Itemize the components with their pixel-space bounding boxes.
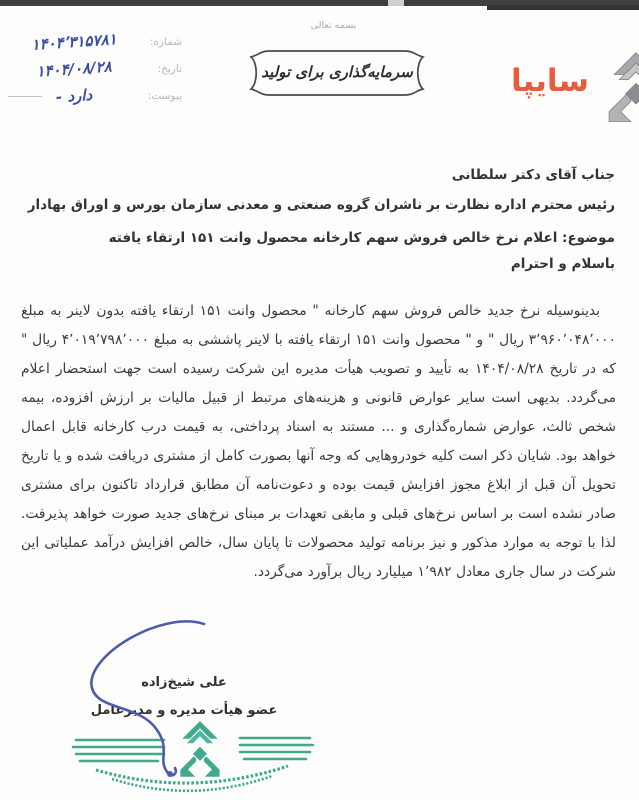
letter-number-label: شماره: — [149, 35, 182, 48]
letter-date-label: تاریخ: — [157, 62, 182, 75]
letter-number-field — [6, 28, 182, 55]
letter-attachment-value: دارد - — [55, 85, 93, 106]
salutation-line: باسلام و احترام — [510, 256, 615, 272]
letter-attachment-label: پیوست: — [147, 89, 182, 102]
handwritten-signature-icon — [58, 610, 320, 788]
slogan-cartouche — [243, 44, 431, 102]
recipient-block — [24, 160, 615, 253]
signer-title: عضو هیأت مدیره و مدیرعامل — [90, 703, 278, 718]
scan-edge-notch — [388, 0, 404, 6]
subject-line: موضوع: اعلام نرخ خالص فروش سهم کارخانه محصول وانت ۱۵۱ ارتقاء یافته — [108, 230, 615, 246]
attachment-rule-line — [8, 96, 42, 97]
letter-attachment-field — [6, 82, 182, 109]
saipa-logo-text: سایپا — [510, 63, 590, 99]
slogan-calligraphy: سرمایه‌گذاری برای تولید — [261, 63, 413, 81]
recipient-name: جناب آقای دکتر سلطانی — [451, 167, 615, 183]
saipa-emblem-icon — [604, 50, 639, 122]
letter-reference-fields — [6, 28, 182, 109]
recipient-title: رئیس محترم اداره نظارت بر ناشران گروه صنعتی و معدنی سازمان بورس و اوراق بهادار — [27, 197, 615, 213]
letter-body-paragraph: بدینوسیله نرخ جدید خالص فروش سهم کارخانه " محصول وانت ۱۵۱ ارتقاء یافته بدون لاینر به مبلغ ۳٬۹۶۰٬۰۴۸٬۰۰۰ ریال " و " محصول وانت ۱۵۱ ارتقاء یافته با لاینر پاششی به مبلغ ۴٬۰۱۹٬۷۹۸٬۰۰۰ ریال " که در تاریخ ۱۴۰۴/۰۸/۲۸ به تأیید و تصویب هیأت مدیره این شرکت رسیده است جهت استحضار اعلام می‌گردد. بدیهی است سایر عوارض قانونی و هزینه‌های مرتبط از قبیل مالیات بر ارزش افزوده، بیمه شخص ثالث، عوارض شماره‌گذاری و ... مستند به اسناد پرداختی، به قیمت درب کارخانه قابل اعمال خواهد بود. شایان ذکر است کلیه خودروهایی که وجه آنها بصورت کامل از مشتری دریافت شده و یا تاریخ تحویل آن قبل از ابلاغ مجوز افزایش قیمت بوده و دعوت‌نامه آن مطابق قرارداد تاکنون برای مشتری صادر نشده است بر اساس نرخ‌های قبلی و مابقی تعهدات بر مبنای نرخ‌های جدید صورت خواهد پذیرفت. لذا با توجه به موارد مذکور و نیز برنامه تولید محصولات تا پایان سال، خالص افزایش درآمد عملیاتی این شرکت در سال جاری معادل ۱٬۹۸۲ میلیارد ریال برآورد می‌گردد. — [21, 302, 616, 580]
letter-date-value: ۱۴۰۴/۰۸/۲۸ — [35, 56, 113, 81]
bismillah-text: بسمه تعالی — [310, 20, 357, 31]
letter-date-field — [6, 55, 182, 82]
letter-number-value: ۱۴۰۴٬۳۱۵۷۸۱ — [30, 29, 118, 54]
scan-edge-bar-right — [487, 5, 639, 10]
signer-name: علی شیخ‌زاده — [141, 675, 227, 690]
